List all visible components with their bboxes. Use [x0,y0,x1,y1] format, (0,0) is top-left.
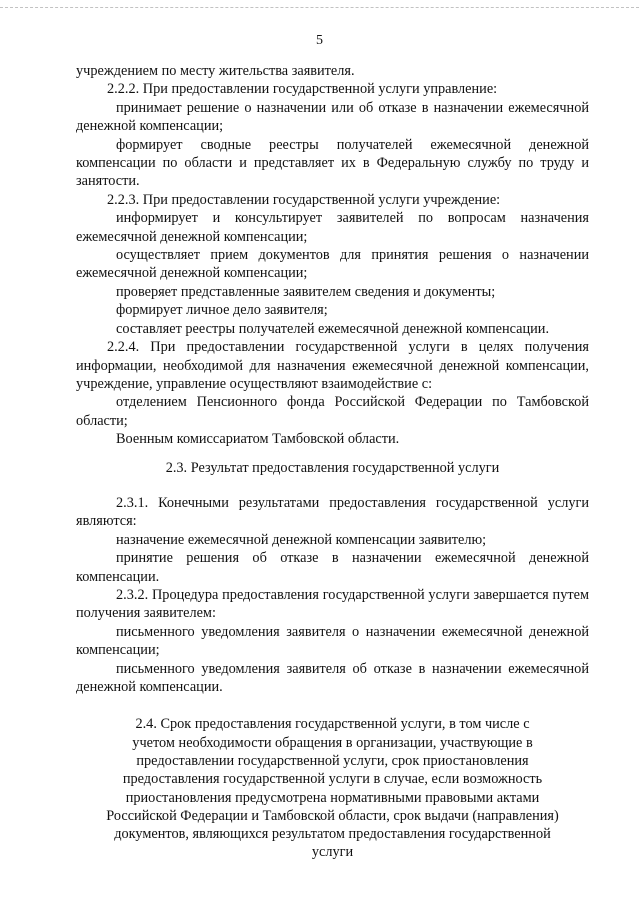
paragraph: формирует личное дело заявителя; [116,302,328,319]
paragraph: проверяет представленные заявителем сведения и документы; [116,283,496,300]
paragraph: 2.2.4. При предоставлении государственной услуги в целях получения информации, необходимой для назначения ежемесячной денежной компенсации, учреждение, управление осуществляют взаимодействие с: [76,339,589,392]
heading-line: Российской Федерации и Тамбовской области, срок выдачи (направления) [106,807,559,824]
paragraph: принимает решение о назначении или об отказе в назначении ежемесячной денежной компенсации; [76,99,589,135]
page-number: 5 [316,33,323,48]
paragraph: Военным комиссариатом Тамбовской области. [116,431,400,448]
paragraph: формирует сводные реестры получателей ежемесячной денежной компенсации по области и представляет их в Федеральную службу по труду и занятости. [76,136,589,190]
paragraph: 2.2.2. При предоставлении государственной услуги управление: [107,81,498,98]
section-2-3-paragraphs [76,494,589,696]
paragraph: составляет реестры получателей ежемесячной денежной компенсации. [116,320,550,337]
heading-line: приостановления предусмотрена нормативными правовыми актами [125,789,540,806]
paragraph: назначение ежемесячной денежной компенсации заявителю; [116,531,487,548]
heading-line: предоставлении государственной услуги, срок приостановления [136,753,529,769]
heading-line: услуги [311,844,354,861]
paragraph: письменного уведомления заявителя об отказе в назначении ежемесячной денежной компенсации. [76,660,589,695]
heading-line: предоставления государственной услуги в случае, если возможность [122,771,543,788]
paragraph: 2.3.2. Процедура предоставления государственной услуги завершается путем получения заявителем: [76,586,589,622]
paragraph: 2.3.1. Конечными результатами предоставления государственной услуги являются: [76,494,589,530]
heading-line: учетом необходимости обращения в организации, участвующие в [132,734,533,751]
paragraph: осуществляет прием документов для принятия решения о назначении ежемесячной денежной компенсации; [76,247,589,282]
paragraph: 2.2.3. При предоставлении государственной услуги учреждение: [107,191,501,208]
paragraph: принятие решения об отказе в назначении ежемесячной денежной компенсации. [76,550,589,585]
heading-line: 2.4. Срок предоставления государственной услуги, в том числе с [135,716,530,733]
section-2-2-paragraphs [76,62,589,449]
section-2-4-heading [76,715,589,861]
paragraph: отделением Пенсионного фонда Российской Федерации по Тамбовской области; [76,394,589,429]
section-2-3-heading: 2.3. Результат предоставления государственной услуги [165,459,500,476]
document-body [76,62,589,862]
paragraph: информирует и консультирует заявителей по вопросам назначения ежемесячной денежной компенсации; [76,210,589,245]
scan-top-edge [0,7,639,8]
paragraph: письменного уведомления заявителя о назначении ежемесячной денежной компенсации; [76,623,589,659]
paragraph: учреждением по месту жительства заявителя. [76,63,355,79]
heading-line: документов, являющихся результатом предоставления государственной [114,826,551,843]
